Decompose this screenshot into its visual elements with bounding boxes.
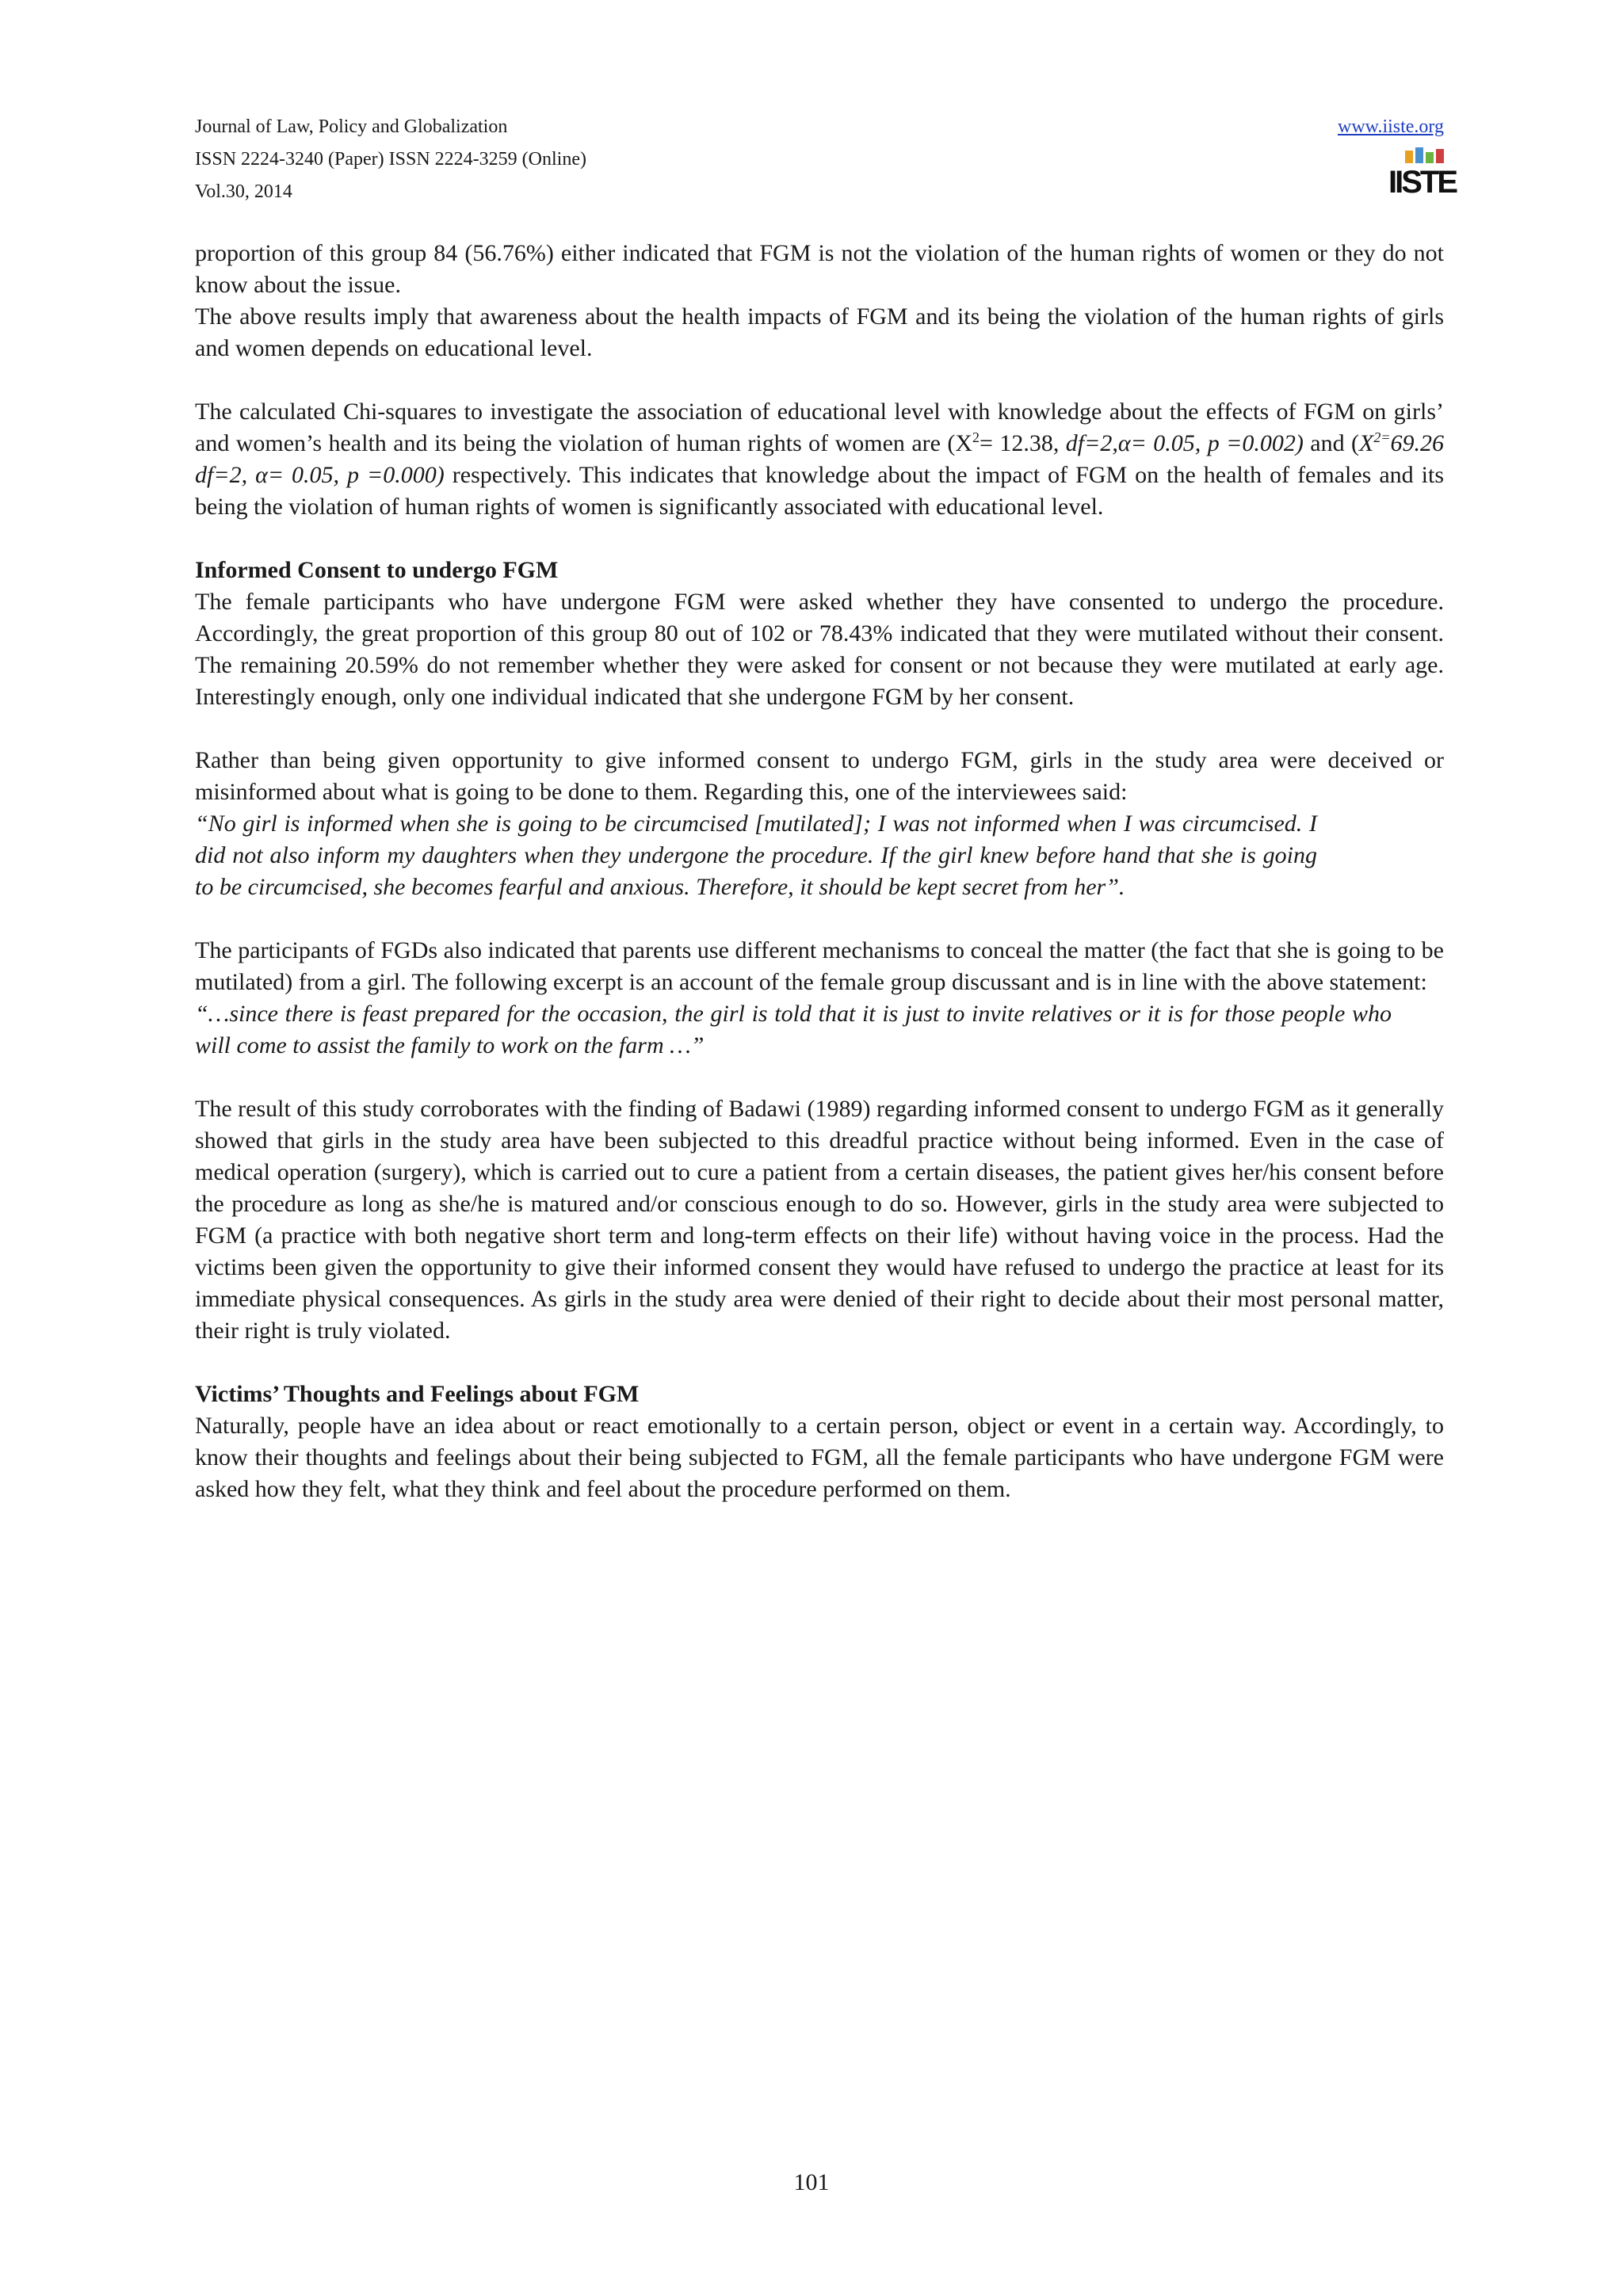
iiste-logo-icon [1388, 147, 1457, 203]
text-run: respectively. This indicates that knowledge about the impact of FGM on the health of females and its being the violation of human rights of women is significantly associated with educational level. [195, 462, 1444, 520]
paragraph: The female participants who have undergone FGM were asked whether they have consented to undergo the procedure. Accordingly, the great proportion of this group 80 out of 102 or 78.43% indicated that they were mutilated without their consent. The remaining 20.59% do not remember whether they were asked for consent or not because they were mutilated at early age. Interestingly enough, only one individual indicated that she undergone FGM by her consent. [195, 589, 1444, 710]
section-heading: Informed Consent to undergo FGM [195, 557, 559, 583]
logo-bar [1426, 152, 1434, 163]
section-heading: Victims’ Thoughts and Feelings about FGM [195, 1381, 640, 1407]
page-number: 101 [793, 2169, 830, 2195]
journal-volume: Vol.30, 2014 [195, 181, 292, 202]
journal-title: Journal of Law, Policy and Globalization [195, 116, 508, 137]
journal-url-link[interactable]: www.iiste.org [1338, 116, 1444, 137]
logo-bar [1405, 151, 1413, 163]
superscript: 2 [972, 429, 980, 445]
logo-text: IISTE [1388, 165, 1457, 200]
text-run: = 12.38, [980, 430, 1066, 456]
discussion-quote: “…since there is feast prepared for the occasion, the girl is told that it is just to invite relatives or it is for those people who will come to assist the family to work on the farm …” [195, 1001, 1392, 1058]
journal-issn: ISSN 2224-3240 (Paper) ISSN 2224-3259 (Online) [195, 149, 586, 170]
logo-bar [1436, 149, 1444, 163]
article-body [195, 238, 1444, 1505]
statistic-italic: df=2,α= 0.05, p =0.002) [1065, 430, 1304, 456]
paragraph: The participants of FGDs also indicated that parents use different mechanisms to conceal the matter (the fact that she is going to be mutilated) from a girl. The following excerpt is an account of the female group discussant and is in line with the above statement: [195, 937, 1444, 995]
paragraph: The above results imply that awareness about the health impacts of FGM and its being the violation of the human rights of girls and women depends on educational level. [195, 303, 1444, 361]
paragraph: proportion of this group 84 (56.76%) either indicated that FGM is not the violation of the human rights of women or they do not know about the issue. [195, 240, 1444, 298]
statistic-italic: X [1359, 430, 1374, 456]
paragraph: Naturally, people have an idea about or react emotionally to a certain person, object or event in a certain way. Accordingly, to know their thoughts and feelings about their being subjected to FGM, all the female participants who have undergone FGM were asked how they felt, what they think and feel about the procedure performed on them. [195, 1413, 1444, 1502]
logo-bar [1415, 147, 1423, 163]
journal-header [195, 111, 1457, 208]
paragraph: The result of this study corroborates with the finding of Badawi (1989) regarding informed consent to undergo FGM as it generally showed that girls in the study area have been subjected to this dreadful practice without being informed. Even in the case of medical operation (surgery), which is carried out to cure a patient from a certain diseases, the patient gives her/his consent before the procedure as long as she/he is matured and/or conscious enough to do so. However, girls in the study area were subjected to FGM (a practice with both negative short term and long-term effects on their life) without having voice in the process. Had the victims been given the opportunity to give their informed consent they would have refused to undergo the practice at least for its immediate physical consequences. As girls in the study area were denied of their right to decide about their most personal matter, their right is truly violated. [195, 1096, 1444, 1344]
paragraph: Rather than being given opportunity to give informed consent to undergo FGM, girls in the study area were deceived or misinformed about what is going to be done to them. Regarding this, one of the interviewees said: [195, 747, 1444, 805]
text-run: The calculated Chi-squares to investigate the association of educational level with knowledge about the effects of FGM on girls’ and women’s health and its being the violation of human rights of women are (X [195, 399, 1444, 456]
interview-quote: “No girl is informed when she is going to be circumcised [mutilated]; I was not informed when I was circumcised. I did not also inform my daughters when they undergone the procedure. If the girl knew before hand that she is going to be circumcised, she becomes fearful and anxious. Therefore, it should be kept secret from her”. [195, 810, 1317, 900]
superscript: 2= [1373, 429, 1391, 445]
logo-color-bars [1388, 147, 1444, 163]
text-run: and ( [1303, 430, 1360, 456]
statistic-italic: 69.26 df=2, α= 0.05, p =0.000) [195, 430, 1444, 488]
chi-square-paragraph [195, 396, 1444, 523]
